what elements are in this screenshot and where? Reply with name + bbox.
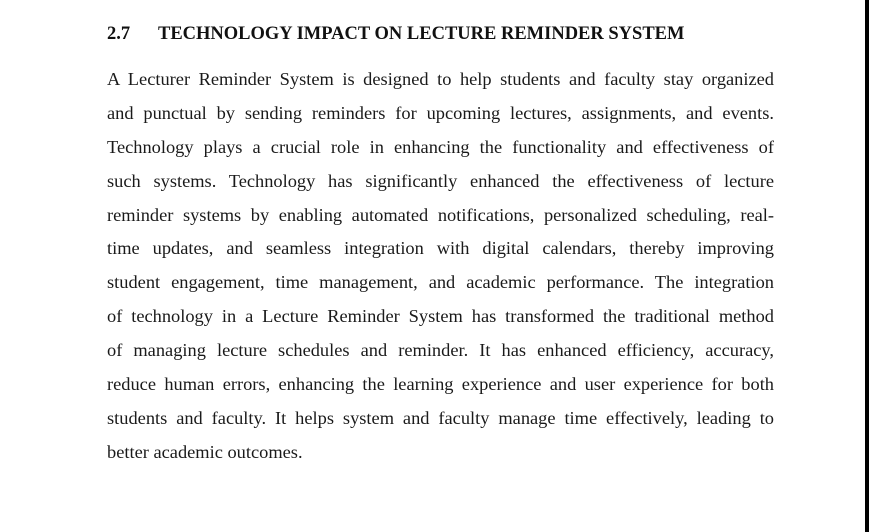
- paragraph-line: of managing lecture schedules and reminder. It has enhanced efficiency, accuracy,: [107, 340, 774, 361]
- section-heading: [107, 24, 684, 45]
- paragraph-line: students and faculty. It helps system and faculty manage time effectively, leading to: [107, 407, 774, 428]
- paragraph-line: Technology plays a crucial role in enhancing the functionality and effectiveness of: [107, 136, 774, 157]
- section-number: 2.7: [107, 24, 131, 44]
- paragraph-line: of technology in a Lecture Reminder System has transformed the traditional method: [107, 306, 774, 327]
- section-title: TECHNOLOGY IMPACT ON LECTURE REMINDER SYSTEM: [158, 24, 685, 44]
- body-paragraph: [107, 63, 774, 470]
- paragraph-line: reduce human errors, enhancing the learning experience and user experience for both: [107, 374, 774, 395]
- paragraph-line: better academic outcomes.: [107, 441, 303, 462]
- paragraph-line: and punctual by sending reminders for upcoming lectures, assignments, and events.: [107, 102, 774, 123]
- paragraph-line: student engagement, time management, and academic performance. The integration: [107, 272, 774, 293]
- paragraph-line: reminder systems by enabling automated notifications, personalized scheduling, real-: [107, 204, 774, 225]
- paragraph-line: such systems. Technology has significantly enhanced the effectiveness of lecture: [107, 170, 774, 191]
- paragraph-line: A Lecturer Reminder System is designed to help students and faculty stay organized: [107, 69, 774, 89]
- paragraph-line: time updates, and seamless integration with digital calendars, thereby improving: [107, 238, 774, 259]
